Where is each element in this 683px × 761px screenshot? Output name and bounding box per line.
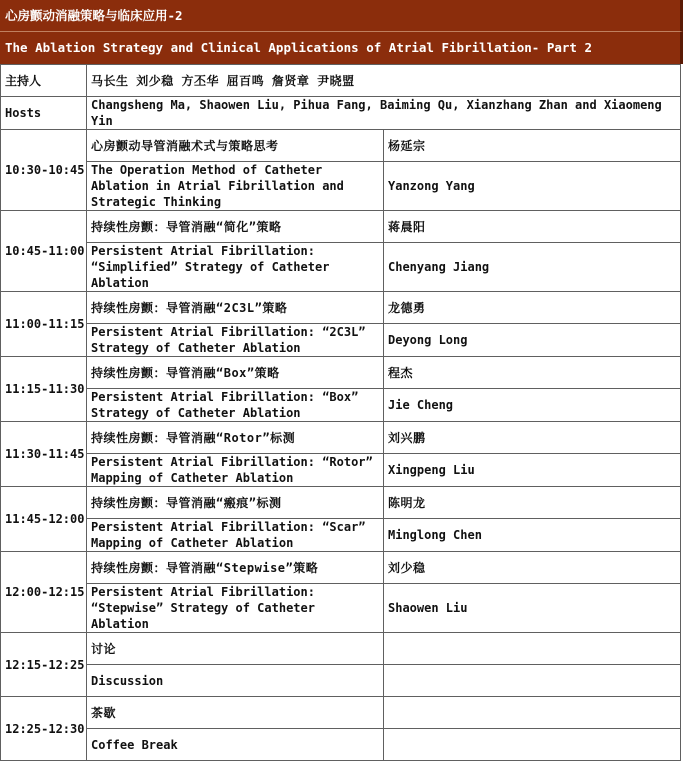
session-speaker-en: Yanzong Yang — [384, 162, 681, 211]
session-speaker-en: Jie Cheng — [384, 389, 681, 422]
hosts-row-en — [1, 97, 681, 130]
session-topic-cn: 心房颤动导管消融术式与策略思考 — [87, 130, 384, 162]
session-row-en — [1, 729, 681, 761]
session-topic-cn: 持续性房颤：导管消融“Rotor”标测 — [87, 422, 384, 454]
session-row-cn — [1, 552, 681, 584]
session-title-en: The Ablation Strategy and Clinical Applications of Atrial Fibrillation- Part 2 — [0, 32, 683, 64]
session-row-en — [1, 389, 681, 422]
session-speaker-cn: 蒋晨阳 — [384, 211, 681, 243]
session-speaker-en: Deyong Long — [384, 324, 681, 357]
session-time: 11:00-11:15 — [1, 292, 87, 357]
session-speaker-cn — [384, 633, 681, 665]
session-time: 11:30-11:45 — [1, 422, 87, 487]
session-row-cn — [1, 357, 681, 389]
session-speaker-cn: 陈明龙 — [384, 487, 681, 519]
session-topic-en: Persistent Atrial Fibrillation: “Simplified” Strategy of Catheter Ablation — [87, 243, 384, 292]
session-topic-cn: 持续性房颤：导管消融“Stepwise”策略 — [87, 552, 384, 584]
session-speaker-cn: 刘兴鹏 — [384, 422, 681, 454]
session-time: 11:45-12:00 — [1, 487, 87, 552]
session-speaker-en: Shaowen Liu — [384, 584, 681, 633]
session-row-en — [1, 162, 681, 211]
session-speaker-cn: 龙德勇 — [384, 292, 681, 324]
session-time: 10:30-10:45 — [1, 130, 87, 211]
session-topic-en: Persistent Atrial Fibrillation: “Scar” Mapping of Catheter Ablation — [87, 519, 384, 552]
session-speaker-cn — [384, 697, 681, 729]
session-time: 12:25-12:30 — [1, 697, 87, 761]
session-row-en — [1, 243, 681, 292]
session-topic-en: Persistent Atrial Fibrillation: “Box” Strategy of Catheter Ablation — [87, 389, 384, 422]
session-row-cn — [1, 130, 681, 162]
session-speaker-en — [384, 729, 681, 761]
session-row-en — [1, 584, 681, 633]
session-time: 11:15-11:30 — [1, 357, 87, 422]
session-topic-en: Discussion — [87, 665, 384, 697]
session-topic-cn: 持续性房颤：导管消融“简化”策略 — [87, 211, 384, 243]
session-speaker-en: Chenyang Jiang — [384, 243, 681, 292]
session-time: 10:45-11:00 — [1, 211, 87, 292]
session-topic-cn: 持续性房颤：导管消融“瘢痕”标测 — [87, 487, 384, 519]
right-border — [680, 64, 681, 729]
session-row-cn — [1, 211, 681, 243]
session-row-en — [1, 454, 681, 487]
session-speaker-cn: 程杰 — [384, 357, 681, 389]
session-topic-en: Coffee Break — [87, 729, 384, 761]
hosts-names-en: Changsheng Ma, Shaowen Liu, Pihua Fang, Baiming Qu, Xianzhang Zhan and Xiaomeng Yin — [87, 97, 681, 130]
hosts-names-cn: 马长生 刘少稳 方丕华 屈百鸣 詹贤章 尹晓盟 — [87, 65, 681, 97]
session-row-cn — [1, 633, 681, 665]
session-speaker-en — [384, 665, 681, 697]
session-row-en — [1, 519, 681, 552]
session-row-cn — [1, 422, 681, 454]
session-topic-en: Persistent Atrial Fibrillation: “Rotor” Mapping of Catheter Ablation — [87, 454, 384, 487]
schedule-table — [0, 64, 681, 761]
session-topic-cn: 讨论 — [87, 633, 384, 665]
session-row-en — [1, 665, 681, 697]
hosts-row-cn — [1, 65, 681, 97]
session-topic-en: Persistent Atrial Fibrillation: “2C3L” Strategy of Catheter Ablation — [87, 324, 384, 357]
session-row-cn — [1, 487, 681, 519]
session-time: 12:15-12:25 — [1, 633, 87, 697]
session-topic-cn: 持续性房颤：导管消融“2C3L”策略 — [87, 292, 384, 324]
session-topic-cn: 持续性房颤：导管消融“Box”策略 — [87, 357, 384, 389]
session-topic-cn: 茶歇 — [87, 697, 384, 729]
session-speaker-en: Xingpeng Liu — [384, 454, 681, 487]
session-speaker-cn: 杨延宗 — [384, 130, 681, 162]
session-speaker-cn: 刘少稳 — [384, 552, 681, 584]
session-row-cn — [1, 697, 681, 729]
session-title-cn: 心房颤动消融策略与临床应用-2 — [0, 0, 683, 32]
session-topic-en: The Operation Method of Catheter Ablation in Atrial Fibrillation and Strategic Thinking — [87, 162, 384, 211]
session-time: 12:00-12:15 — [1, 552, 87, 633]
session-speaker-en: Minglong Chen — [384, 519, 681, 552]
session-row-en — [1, 324, 681, 357]
hosts-label-cn: 主持人 — [1, 65, 87, 97]
hosts-label-en: Hosts — [1, 97, 87, 130]
session-topic-en: Persistent Atrial Fibrillation: “Stepwise” Strategy of Catheter Ablation — [87, 584, 384, 633]
session-row-cn — [1, 292, 681, 324]
